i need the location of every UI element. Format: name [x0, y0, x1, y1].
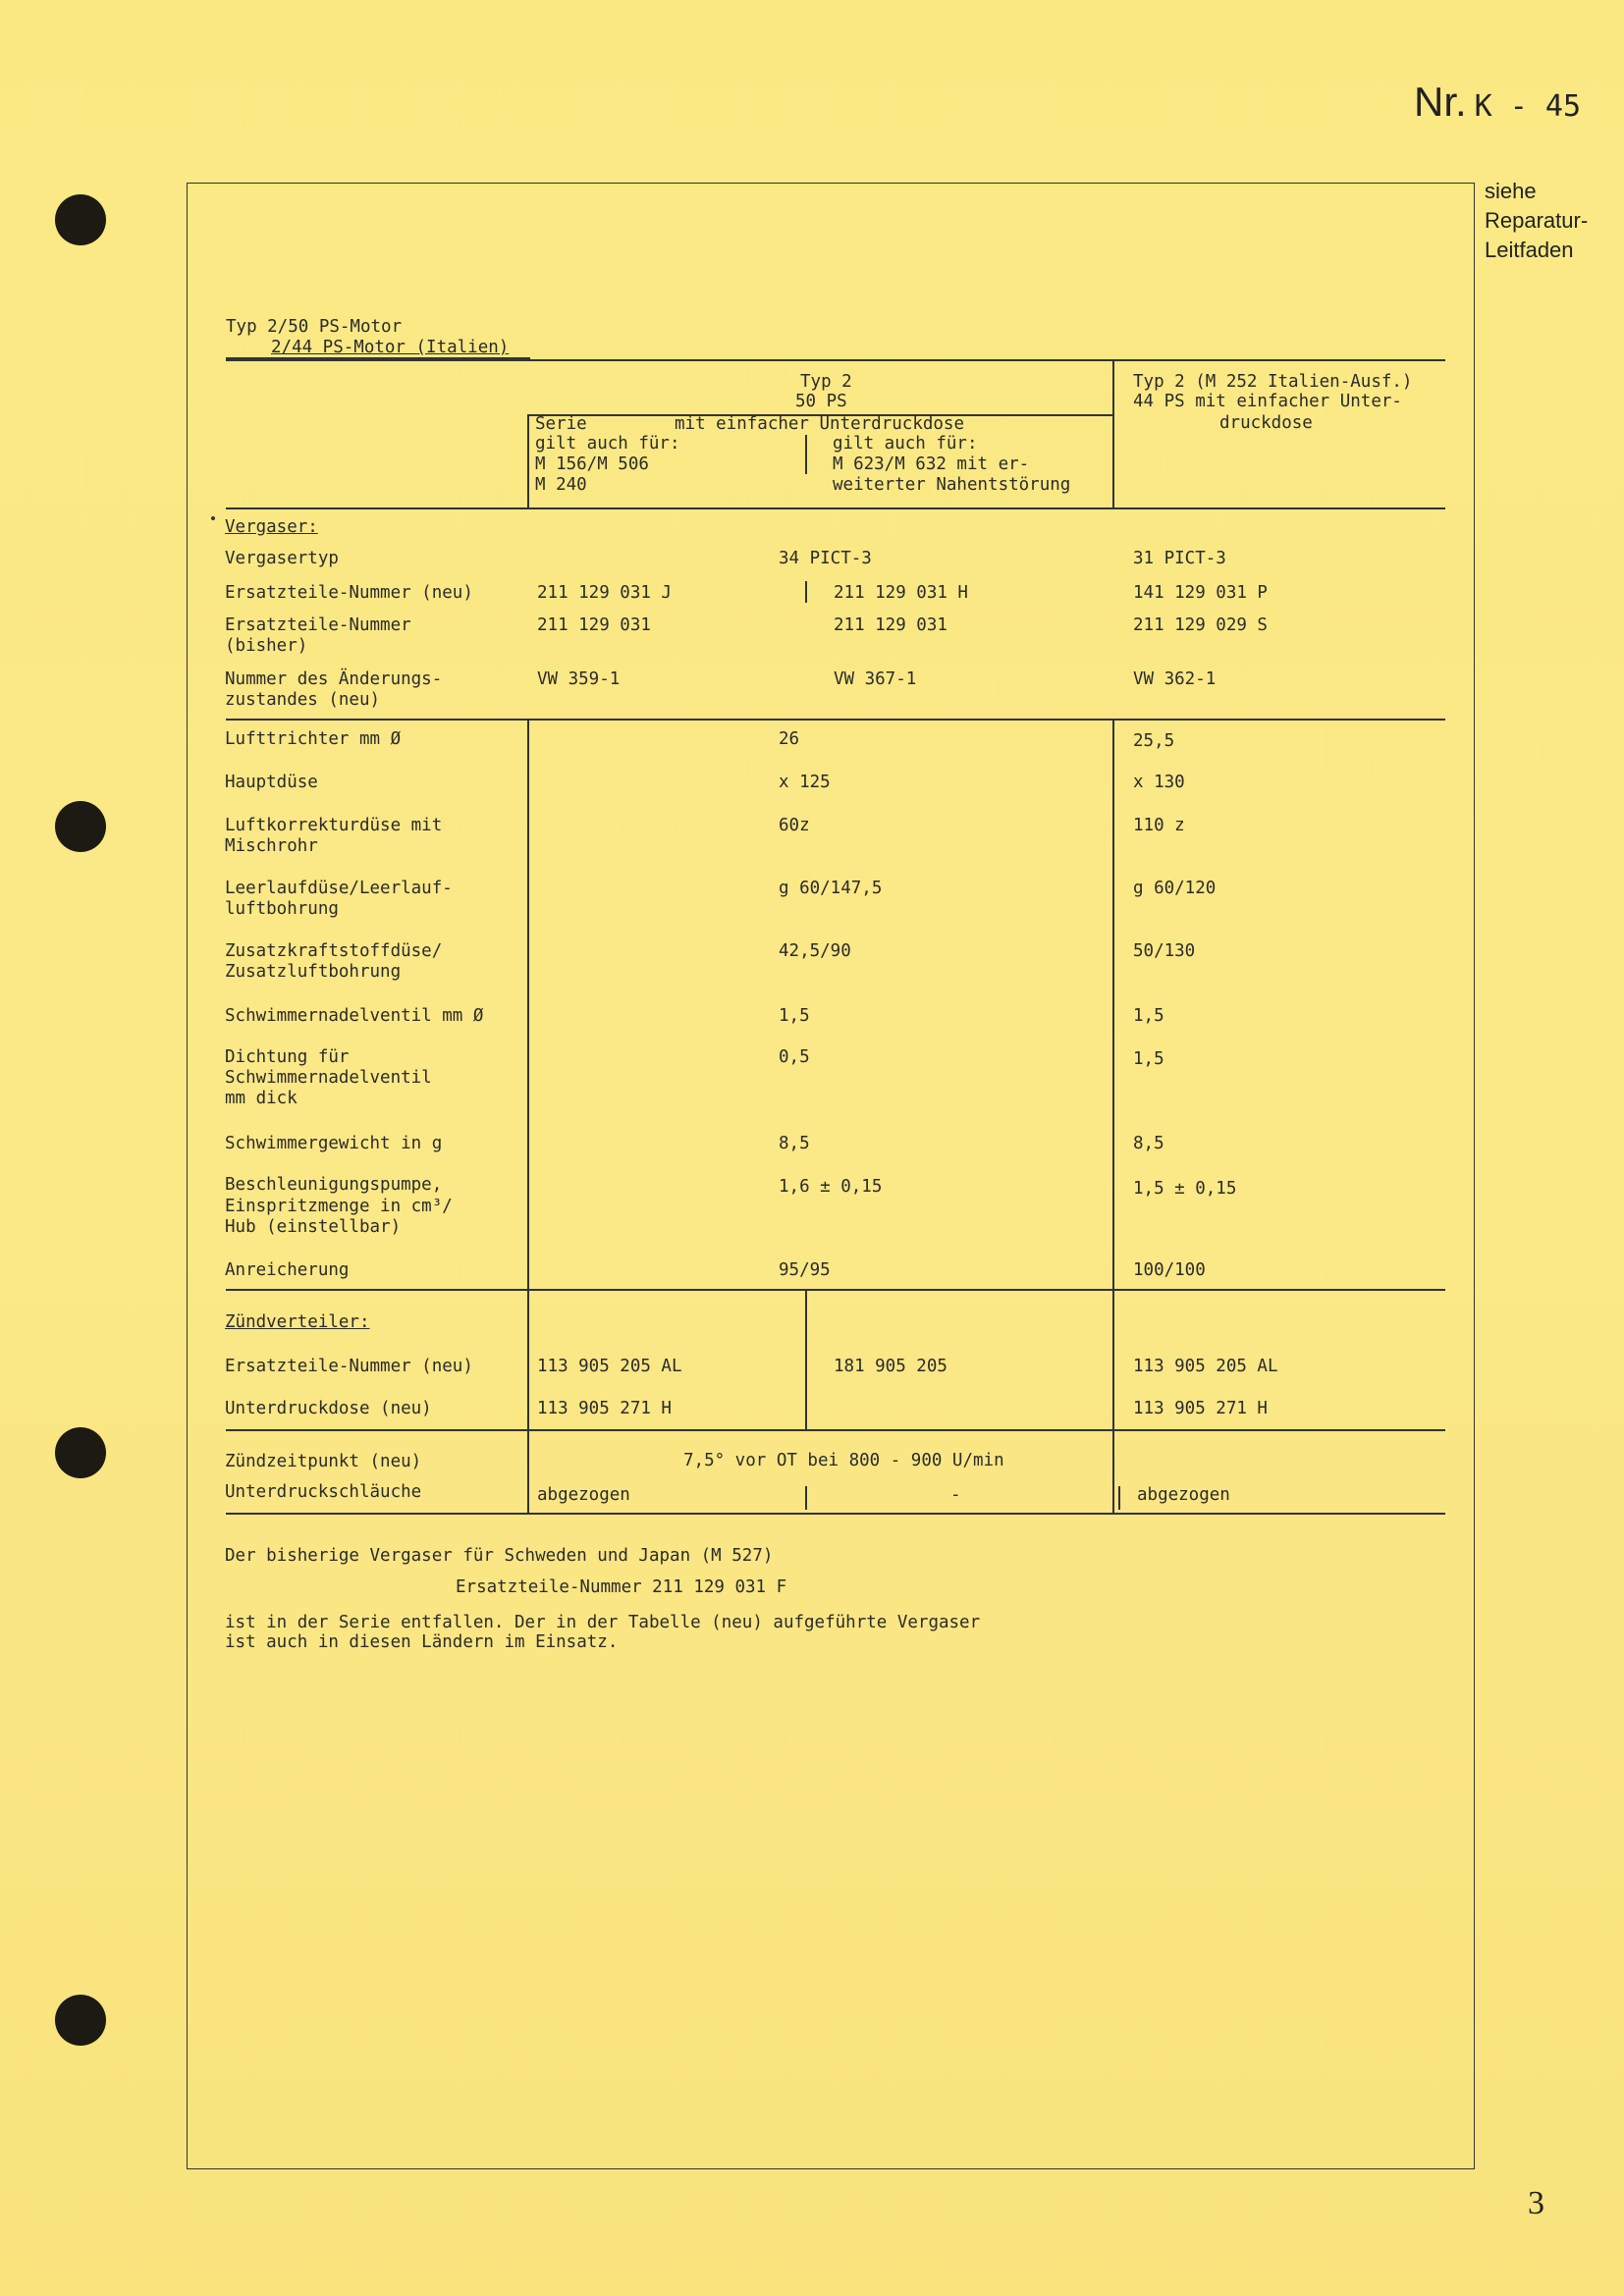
punch-hole	[55, 801, 106, 852]
side-note	[1485, 177, 1588, 265]
table-rule	[226, 1289, 1445, 1291]
row-label: Schwimmergewicht in g	[225, 1134, 443, 1153]
row-label: Hub (einstellbar)	[225, 1217, 402, 1237]
row-label: Zündzeitpunkt (neu)	[225, 1452, 422, 1471]
cell-value: 181 905 205	[834, 1357, 947, 1376]
row-label: Zusatzkraftstoffdüse/	[225, 941, 443, 961]
row-label: Vergasertyp	[225, 549, 339, 568]
header-col1: M 240	[535, 475, 587, 495]
side-note-line: Reparatur-	[1485, 208, 1589, 233]
cell-value: VW 359-1	[537, 669, 621, 689]
row-label: Unterdruckschläuche	[225, 1482, 422, 1502]
row-label: Unterdruckdose (neu)	[225, 1399, 432, 1418]
row-label: Anreicherung	[225, 1260, 350, 1280]
row-label: Nummer des Änderungs-	[225, 669, 443, 689]
cell-value: x 130	[1133, 773, 1185, 792]
cell-value: 95/95	[779, 1260, 831, 1280]
heading-line: 2/44 PS-Motor (Italien)	[271, 338, 510, 357]
doc-number-value: K - 45	[1474, 89, 1582, 124]
cell-value: 1,5	[1133, 1006, 1164, 1026]
punch-hole	[55, 1427, 106, 1478]
row-label: Schwimmernadelventil	[225, 1068, 432, 1088]
cell-value: 211 129 031	[834, 615, 947, 635]
table-rule-v	[527, 414, 529, 508]
cell-value: 42,5/90	[779, 941, 851, 961]
footer-text: Der bisherige Vergaser für Schweden und Japan (M 527)	[225, 1546, 774, 1566]
cell-value: 1,5	[779, 1006, 810, 1026]
cell-value: x 125	[779, 773, 831, 792]
header-col1: gilt auch für:	[535, 434, 680, 454]
table-rule-v	[1112, 359, 1114, 508]
heading-line: Typ 2/50 PS-Motor	[226, 317, 403, 337]
document-number	[1414, 79, 1581, 126]
cell-value: abgezogen	[1137, 1485, 1230, 1505]
cell-value: 0,5	[779, 1047, 810, 1067]
cell-value: g 60/147,5	[779, 879, 883, 898]
table-rule-v	[527, 719, 529, 1514]
cell-value: 31 PICT-3	[1133, 549, 1226, 568]
row-label: luftbohrung	[225, 899, 339, 919]
table-rule-v	[805, 581, 807, 603]
cell-value: 8,5	[1133, 1134, 1164, 1153]
cell-value: 211 129 031 H	[834, 583, 968, 603]
footer-text: ist auch in diesen Ländern im Einsatz.	[225, 1632, 619, 1652]
cell-value: VW 362-1	[1133, 669, 1217, 689]
header-col3: Typ 2 (M 252 Italien-Ausf.)	[1133, 372, 1413, 392]
row-label: mm dick	[225, 1089, 298, 1108]
cell-value: 113 905 205 AL	[537, 1357, 682, 1376]
header-col2: M 623/M 632 mit er-	[833, 454, 1030, 474]
cell-value: 211 129 031 J	[537, 583, 672, 603]
cell-value: 7,5° vor OT bei 800 - 900 U/min	[683, 1451, 1004, 1470]
row-label: Ersatzteile-Nummer (neu)	[225, 583, 473, 603]
cell-value: abgezogen	[537, 1485, 630, 1505]
row-label: Beschleunigungspumpe,	[225, 1175, 443, 1195]
cell-value: 113 905 271 H	[537, 1399, 672, 1418]
side-note-line: Leitfaden	[1485, 238, 1574, 262]
table-rule-v	[1112, 719, 1114, 1514]
table-rule	[226, 359, 1445, 361]
header-col3: 44 PS mit einfacher Unter-	[1133, 392, 1402, 411]
section-heading-zuendverteiler: Zündverteiler:	[225, 1312, 370, 1332]
cell-value: 100/100	[1133, 1260, 1206, 1280]
cell-value: 50/130	[1133, 941, 1196, 961]
table-rule	[226, 1429, 1445, 1431]
cell-value: 211 129 031	[537, 615, 651, 635]
row-label: Ersatzteile-Nummer (neu)	[225, 1357, 473, 1376]
footer-text: Ersatzteile-Nummer 211 129 031 F	[456, 1577, 787, 1597]
cell-value: 110 z	[1133, 816, 1185, 835]
cell-value: -	[950, 1485, 961, 1505]
cell-value: 8,5	[779, 1134, 810, 1153]
cell-value: 211 129 029 S	[1133, 615, 1268, 635]
cell-value: 113 905 271 H	[1133, 1399, 1268, 1418]
row-label: Mischrohr	[225, 836, 318, 856]
section-heading-vergaser: Vergaser:	[225, 517, 318, 537]
header-50ps: 50 PS	[795, 392, 847, 411]
side-note-line: siehe	[1485, 179, 1537, 203]
cell-value: 60z	[779, 816, 810, 835]
header-serie: Serie	[535, 414, 587, 434]
cell-value: 1,6 ± 0,15	[779, 1177, 883, 1197]
cell-value: 113 905 205 AL	[1133, 1357, 1278, 1376]
row-label: (bisher)	[225, 636, 308, 656]
table-rule	[226, 1513, 1445, 1515]
header-unterdruck: mit einfacher Unterdruckdose	[675, 414, 965, 434]
table-rule	[226, 719, 1445, 721]
table-rule-v	[805, 1289, 807, 1430]
cell-value: VW 367-1	[834, 669, 917, 689]
header-col1: M 156/M 506	[535, 454, 649, 474]
row-label: Zusatzluftbohrung	[225, 962, 402, 982]
row-label: Leerlaufdüse/Leerlauf-	[225, 879, 453, 898]
table-rule-v	[805, 435, 807, 474]
cell-value: 25,5	[1133, 731, 1175, 751]
doc-number-prefix: Nr.	[1414, 79, 1467, 125]
cell-value: 26	[779, 729, 800, 749]
punch-hole	[55, 194, 106, 245]
footer-text: ist in der Serie entfallen. Der in der Tabelle (neu) aufgeführte Vergaser	[225, 1613, 981, 1632]
table-rule-v	[1118, 1486, 1120, 1510]
row-label: Ersatzteile-Nummer	[225, 615, 411, 635]
cell-value: g 60/120	[1133, 879, 1217, 898]
header-col2: weiterter Nahentstörung	[833, 475, 1071, 495]
row-label: Einspritzmenge in cm³/	[225, 1197, 453, 1216]
row-label: Schwimmernadelventil mm Ø	[225, 1006, 484, 1026]
row-label: Hauptdüse	[225, 773, 318, 792]
cell-value: 34 PICT-3	[779, 549, 872, 568]
header-col3: druckdose	[1219, 413, 1313, 433]
header-col2: gilt auch für:	[833, 434, 978, 454]
table-rule	[226, 507, 1445, 509]
punch-hole	[55, 1995, 106, 2046]
table-rule-v	[805, 1486, 807, 1510]
row-label: zustandes (neu)	[225, 690, 381, 710]
row-label: Lufttrichter mm Ø	[225, 729, 402, 749]
cell-value: 1,5 ± 0,15	[1133, 1179, 1237, 1199]
header-typ2: Typ 2	[800, 372, 852, 392]
cell-value: 141 129 031 P	[1133, 583, 1268, 603]
page-number: 3	[1528, 2185, 1544, 2221]
row-label: Luftkorrekturdüse mit	[225, 816, 443, 835]
cell-value: 1,5	[1133, 1049, 1164, 1069]
row-label: Dichtung für	[225, 1047, 350, 1067]
bullet-dot	[211, 516, 215, 520]
